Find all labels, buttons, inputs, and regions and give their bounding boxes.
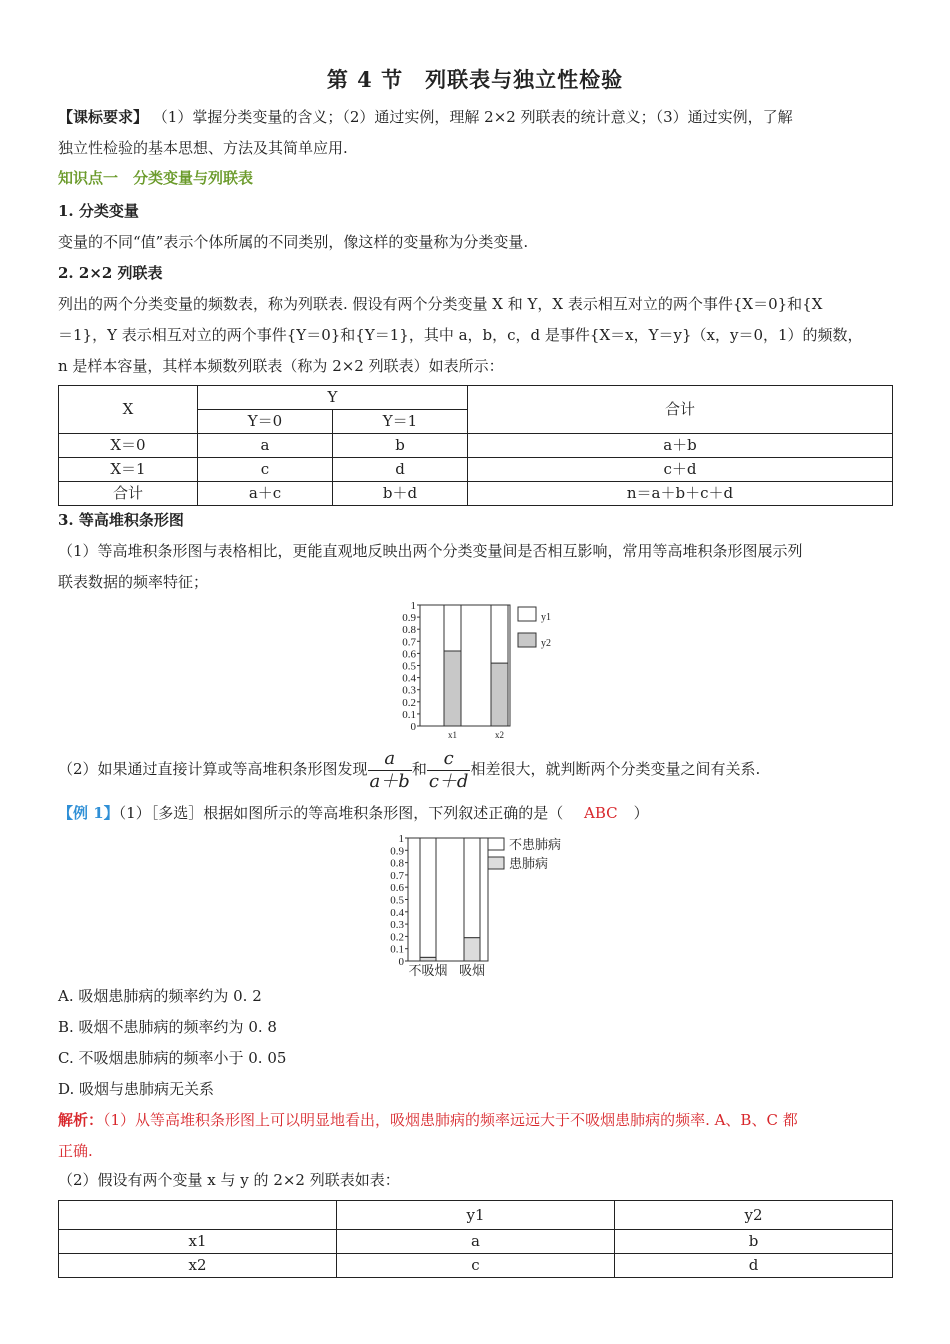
table-row (59, 1230, 893, 1254)
table-cell: n＝a＋b＋c＋d (468, 482, 893, 506)
table-cell: b (615, 1230, 893, 1254)
legend-label: 患肺病 (509, 856, 549, 871)
table-row (59, 434, 893, 458)
requirement-label: 【课标要求】 (58, 108, 149, 126)
sec2-line-2: ＝1}，Y 表示相互对立的两个事件{Y＝0}和{Y＝1}，其中 a，b，c，d 是事件{X＝x，Y＝y}（x，y＝0，1）的频数， (58, 326, 863, 344)
y-tick-label: 1 (410, 600, 416, 612)
sec3-p2b: 和 (411, 760, 427, 778)
sec1-heading: 1. 分类变量 (58, 202, 139, 220)
y-tick-label: 0.7 (390, 869, 404, 882)
y-tick-label: 0.7 (402, 636, 416, 649)
example-stem-end: ） (633, 804, 649, 822)
contingency-table-2 (58, 1200, 893, 1278)
y-tick-label: 0.2 (402, 696, 416, 709)
y-tick-label: 0.5 (390, 894, 404, 907)
x-category-label: x1 (448, 730, 457, 740)
table1-head-total: 合计 (468, 386, 893, 434)
option-a: A. 吸烟患肺病的频率约为 0. 2 (58, 987, 262, 1005)
legend-label: y2 (541, 638, 551, 649)
table1-sub-y1: Y＝1 (333, 410, 468, 434)
table-cell: d (615, 1254, 893, 1278)
table-cell: c (337, 1254, 615, 1278)
sec3-p2c: 相差很大，就判断两个分类变量之间有关系. (470, 760, 761, 778)
table-cell: y1 (337, 1201, 615, 1230)
bar-segment-y2 (491, 663, 508, 726)
y-tick-label: 0.3 (390, 919, 404, 932)
bar-segment-患肺病 (420, 957, 436, 961)
table-cell: b (333, 434, 468, 458)
legend-label: 不患肺病 (509, 837, 562, 852)
table-cell: a (337, 1230, 615, 1254)
table1-sub-y0: Y＝0 (198, 410, 333, 434)
sec1-text: 变量的不同“值”表示个体所属的不同类别，像这样的变量称为分类变量. (58, 233, 529, 251)
y-tick-label: 0.1 (390, 943, 404, 956)
x-category-label: 吸烟 (458, 963, 486, 978)
analysis-line-2: 正确. (58, 1142, 93, 1160)
y-tick-label: 0.9 (390, 845, 404, 858)
fraction-denominator: a＋b (369, 770, 410, 792)
sec2-heading: 2. 2×2 列联表 (58, 264, 163, 282)
y-tick-label: 0.9 (402, 612, 416, 625)
table1-head-y: Y (198, 386, 468, 410)
legend-label: y1 (541, 612, 551, 623)
y-tick-label: 0.6 (390, 882, 404, 895)
example-stem-text: （1）［多选］根据如图所示的等高堆积条形图，下列叙述正确的是（ (118, 804, 564, 822)
example-answer: ABC (584, 804, 618, 822)
table-cell: y2 (615, 1201, 893, 1230)
sec3-p1b: 联表数据的频率特征； (58, 573, 209, 591)
page-title: 第 4 节 列联表与独立性检验 (326, 67, 624, 92)
example-label: 【例 1】 (58, 804, 119, 822)
analysis-label: 解析： (58, 1111, 104, 1129)
y-tick-label: 0.4 (402, 672, 416, 685)
bar-segment-不患肺病 (420, 838, 436, 957)
fraction-denominator: c＋d (428, 770, 469, 792)
bar-segment-不患肺病 (464, 838, 480, 938)
y-tick-label: 0.1 (402, 708, 416, 721)
y-tick-label: 0.4 (390, 906, 404, 919)
stacked-bar-chart-2 (370, 830, 600, 985)
fraction-a-over-a-plus-b (368, 748, 412, 793)
x-category-label: 不吸烟 (408, 963, 448, 978)
example-part-2: （2）假设有两个变量 x 与 y 的 2×2 列联表如表： (58, 1171, 400, 1189)
table-cell: 合计 (59, 482, 198, 506)
table-cell: c (198, 458, 333, 482)
y-tick-label: 0.8 (402, 624, 416, 637)
y-tick-label: 0.3 (402, 684, 416, 697)
x-category-label: x2 (495, 730, 504, 740)
legend-swatch (488, 838, 504, 850)
table-cell: a (198, 434, 333, 458)
option-d: D. 吸烟与患肺病无关系 (58, 1080, 215, 1098)
table-cell (59, 1201, 337, 1230)
table-cell: x2 (59, 1254, 337, 1278)
contingency-table-1 (58, 385, 893, 506)
sec3-p1a: （1）等高堆积条形图与表格相比，更能直观地反映出两个分类变量间是否相互影响，常用等高堆积条形图展示列 (58, 542, 803, 560)
legend-swatch (518, 607, 536, 621)
fraction-numerator: c (427, 748, 471, 771)
table-cell: X＝1 (59, 458, 198, 482)
y-tick-label: 0.2 (390, 931, 404, 944)
table-cell: c＋d (468, 458, 893, 482)
y-tick-label: 0 (410, 721, 416, 733)
table-row (59, 1201, 893, 1230)
y-tick-label: 0 (398, 956, 404, 968)
requirement-text-1: （1）掌握分类变量的含义；（2）通过实例，理解 2×2 列联表的统计意义；（3）通过实例，了解 (152, 108, 793, 126)
y-tick-label: 0.8 (390, 857, 404, 870)
y-tick-label: 1 (398, 833, 404, 845)
analysis-line-1 (58, 1105, 892, 1136)
table-cell: X＝0 (59, 434, 198, 458)
stacked-bar-chart-1 (380, 595, 570, 745)
y-tick-label: 0.6 (402, 648, 416, 661)
requirement-line-2: 独立性检验的基本思想、方法及其简单应用. (58, 139, 348, 157)
sec3-p2a: （2）如果通过直接计算或等高堆积条形图发现 (58, 760, 368, 778)
table-row (59, 458, 893, 482)
example-stem (58, 798, 892, 829)
bar-segment-y1 (491, 605, 508, 663)
sec3-heading: 3. 等高堆积条形图 (58, 511, 184, 529)
table1-head-x: X (59, 386, 198, 434)
table-cell: a＋b (468, 434, 893, 458)
analysis-text-1: （1）从等高堆积条形图上可以明显地看出，吸烟患肺病的频率远远大于不吸烟患肺病的频率. A、B、C 都 (103, 1111, 798, 1129)
table-row (59, 482, 893, 506)
sec3-p2 (58, 745, 892, 793)
table-cell: a＋c (198, 482, 333, 506)
bar-segment-y2 (444, 651, 461, 726)
sec2-line-1: 列出的两个分类变量的频数表，称为列联表. 假设有两个分类变量 X 和 Y，X 表示相互对立的两个事件{X＝0}和{X (58, 295, 823, 313)
sec2-line-3: n 是样本容量，其样本频数列联表（称为 2×2 列联表）如表所示： (58, 357, 504, 375)
y-tick-label: 0.5 (402, 660, 416, 673)
table-cell: d (333, 458, 468, 482)
option-c: C. 不吸烟患肺病的频率小于 0. 05 (58, 1049, 287, 1067)
table-cell: x1 (59, 1230, 337, 1254)
table-cell: b＋d (333, 482, 468, 506)
option-b: B. 吸烟不患肺病的频率约为 0. 8 (58, 1018, 277, 1036)
bar-segment-患肺病 (464, 938, 480, 961)
fraction-c-over-c-plus-d (427, 748, 471, 793)
requirement-line-1 (58, 102, 892, 133)
fraction-numerator: a (368, 748, 412, 771)
legend-swatch (488, 857, 504, 869)
table-row (59, 1254, 893, 1278)
knowledge-point-heading: 知识点一 分类变量与列联表 (58, 169, 254, 187)
bar-segment-y1 (444, 605, 461, 651)
legend-swatch (518, 633, 536, 647)
